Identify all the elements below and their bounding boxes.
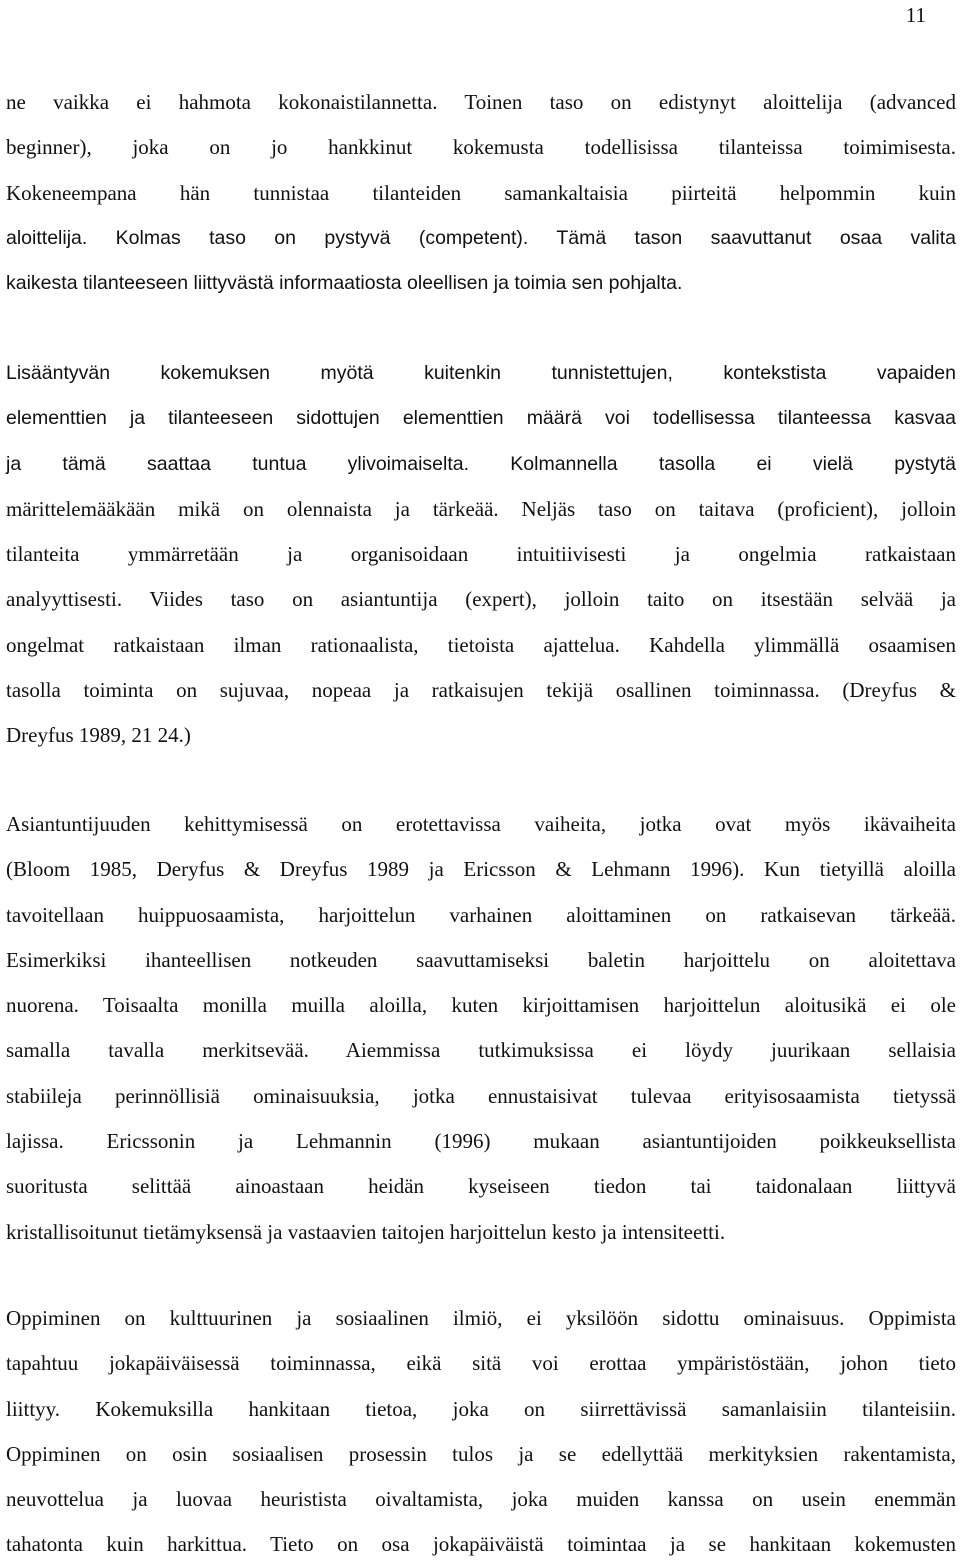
text-line: tapahtuu jokapäiväisessä toiminnassa, eikä sitä voi erottaa ympäristöstään, johon tieto <box>6 1351 956 1376</box>
text-line: samalla tavalla merkitsevää. Aiemmissa tutkimuksissa ei löydy juurikaan sellaisia <box>6 1038 956 1063</box>
text-line: ja tämä saattaa tuntua ylivoimaiselta. Kolmannella tasolla ei vielä pystytä <box>6 452 956 475</box>
text-line: Lisääntyvän kokemuksen myötä kuitenkin tunnistettujen, kontekstista vapaiden <box>6 362 956 384</box>
text-line: tasolla toiminta on sujuvaa, nopeaa ja ratkaisujen tekijä osallinen toiminnassa. (Dreyfus & <box>6 678 956 703</box>
text-line: ne vaikka ei hahmota kokonaistilannetta. Toinen taso on edistynyt aloittelija (advanced <box>6 90 956 114</box>
text-line: elementtien ja tilanteeseen sidottujen elementtien määrä voi todellisessa tilanteessa kasvaa <box>6 407 956 430</box>
text-line: beginner), joka on jo hankkinut kokemusta todellisissa tilanteissa toimimisesta. <box>6 135 956 160</box>
text-line: Oppiminen on kulttuurinen ja sosiaalinen ilmiö, ei yksilöön sidottu ominaisuus. Oppimista <box>6 1306 956 1330</box>
text-line: suoritusta selittää ainoastaan heidän kyseiseen tiedon tai taidonalaan liittyvä <box>6 1174 956 1199</box>
text-line: kaikesta tilanteeseen liittyvästä informaatiosta oleellisen ja toimia sen pohjalta. <box>6 272 683 295</box>
text-line: neuvottelua ja luovaa heuristista oivaltamista, joka muiden kanssa on usein enemmän <box>6 1487 956 1512</box>
text-line: liittyy. Kokemuksilla hankitaan tietoa, joka on siirrettävissä samanlaisiin tilanteisiin. <box>6 1396 956 1421</box>
text-line: Asiantuntijuuden kehittymisessä on erotettavissa vaiheita, jotka ovat myös ikävaiheita <box>6 812 956 836</box>
text-line: tavoitellaan huippuosaamista, harjoittelun varhainen aloittaminen on ratkaisevan tärkeää. <box>6 902 956 927</box>
paragraph-1 <box>6 80 956 306</box>
paragraph-2 <box>6 351 956 759</box>
text-line: tilanteita ymmärretään ja organisoidaan intuitiivisesti ja ongelmia ratkaistaan <box>6 542 956 567</box>
text-line: märittelemääkään mikä on olennaista ja tärkeää. Neljäs taso on taitava (proficient), jolloin <box>6 496 956 521</box>
paragraph-3 <box>6 802 956 1255</box>
text-line: (Bloom 1985, Deryfus & Dreyfus 1989 ja Ericsson & Lehmann 1996). Kun tietyillä aloilla <box>6 857 956 882</box>
text-line: stabiileja perinnöllisiä ominaisuuksia, jotka ennustaisivat tulevaa erityisosaamista tietyssä <box>6 1083 956 1108</box>
text-line: Oppiminen on osin sosiaalisen prosessin tulos ja se edellyttää merkityksien rakentamista, <box>6 1441 956 1466</box>
text-line: analyyttisesti. Viides taso on asiantuntija (expert), jolloin taito on itsestään selvää ja <box>6 587 956 612</box>
text-line: Kokeneempana hän tunnistaa tilanteiden samankaltaisia piirteitä helpommin kuin <box>6 180 956 205</box>
page-number: 11 <box>905 3 926 27</box>
text-line: ongelmat ratkaistaan ilman rationaalista, tietoista ajattelua. Kahdella ylimmällä osaamisen <box>6 632 956 657</box>
text-line: Dreyfus 1989, 21 24.) <box>6 723 191 748</box>
text-line: kristallisoitunut tietämyksensä ja vastaavien taitojen harjoittelun kesto ja intensiteetti. <box>6 1219 726 1244</box>
text-line: lajissa. Ericssonin ja Lehmannin (1996) mukaan asiantuntijoiden poikkeuksellista <box>6 1129 956 1154</box>
paragraph-4 <box>6 1296 956 1568</box>
text-line: tahatonta kuin harkittua. Tieto on osa jokapäiväistä toimintaa ja se hankitaan kokemusten <box>6 1532 956 1557</box>
text-line: Esimerkiksi ihanteellisen notkeuden saavuttamiseksi baletin harjoittelu on aloitettava <box>6 947 956 972</box>
text-line: aloittelija. Kolmas taso on pystyvä (competent). Tämä tason saavuttanut osaa valita <box>6 226 956 249</box>
text-line: nuorena. Toisaalta monilla muilla aloilla, kuten kirjoittamisen harjoittelun aloitusikä ei ole <box>6 993 956 1018</box>
